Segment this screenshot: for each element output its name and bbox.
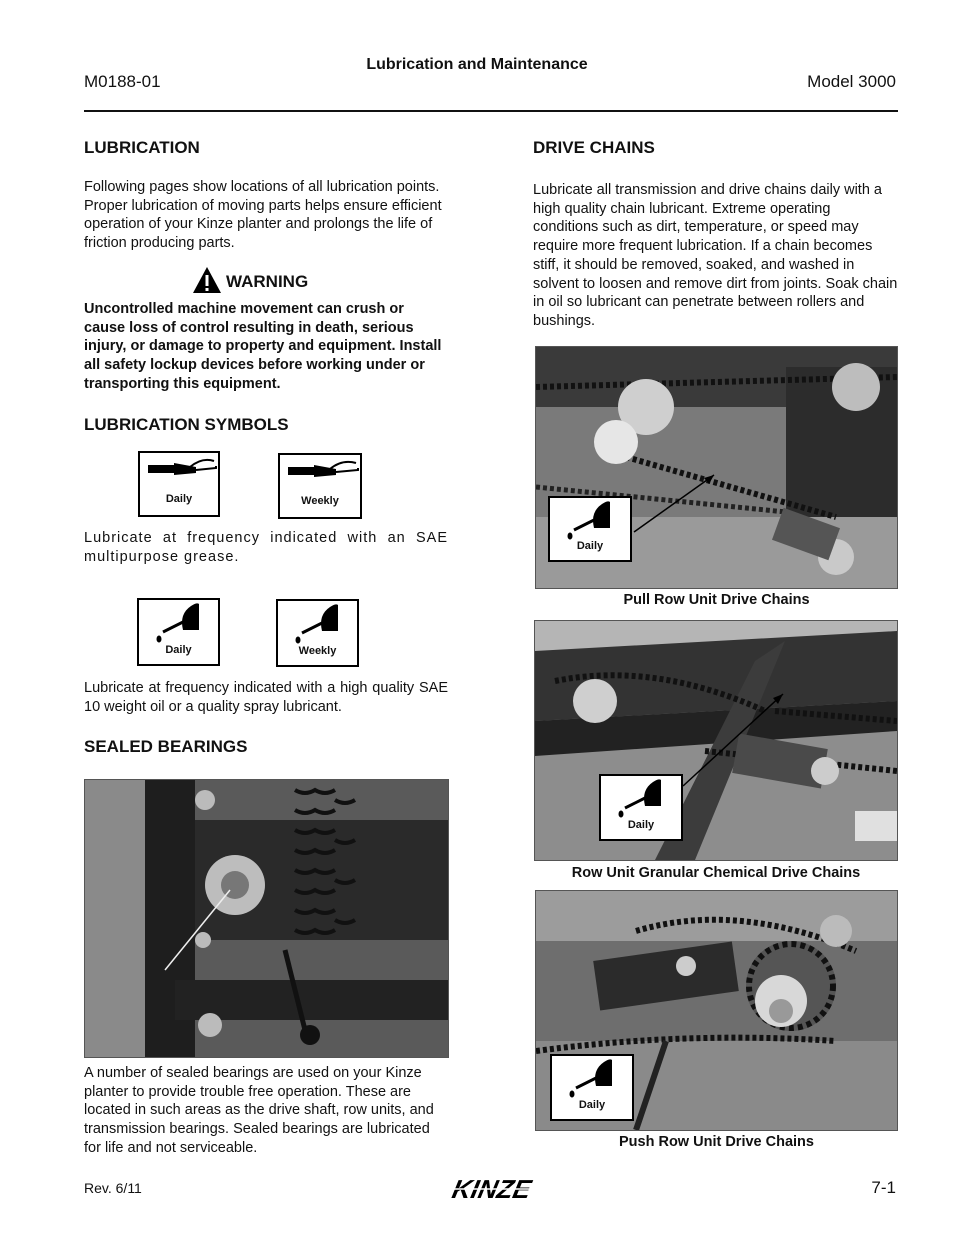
document-number: M0188-01: [84, 72, 161, 91]
page-number: 7-1: [871, 1178, 896, 1197]
photo3-symbol-label: Daily: [578, 1099, 606, 1111]
photo3-daily-symbol: [550, 1054, 634, 1121]
lubrication-text: Following pages show locations of all lubrication points. Proper lubrication of moving parts helps ensure efficient operation of your Kinze planter and prolongs the life of friction producing parts.: [84, 179, 442, 252]
photo2-caption: Row Unit Granular Chemical Drive Chains: [571, 865, 861, 881]
header-rule: [84, 110, 898, 112]
grease-gun-icon: [280, 455, 360, 495]
grease-text: Lubricate at frequency indicated with an SAE multipurpose grease.: [84, 530, 448, 565]
grease-gun-icon: [140, 453, 218, 493]
granular-chemical-photo: [534, 620, 898, 861]
grease-weekly-symbol: [278, 453, 362, 519]
drive-chains-text: Lubricate all transmission and drive chains daily with a high quality chain lubricant. Extreme operating conditions such as dirt, temperature, or speed may require more frequent lubrication. If a chain becomes stiff, it should be removed, soaked, and washed in solvent to loosen and remove dirt from joints. Soak chain in oil so lubricant can penetrate between rollers and bushings.: [533, 182, 898, 329]
push-row-unit-photo: [535, 890, 898, 1131]
lubrication-symbols-heading: LUBRICATION SYMBOLS: [84, 415, 289, 434]
oil-weekly-label: Weekly: [298, 645, 337, 657]
warning-text: Uncontrolled machine movement can crush or cause loss of control resulting in death, serious injury, or damage to property and equipment. Install all safety lockup devices before working under or transporting this equipment.: [84, 301, 442, 392]
oil-daily-symbol: [137, 598, 220, 666]
pointer-arrow: [536, 347, 897, 588]
sealed-bearings-text: A number of sealed bearings are used on your Kinze planter to provide trouble free operation. These are located in such areas as the drive shaft, row units, and transmission bearings. Sealed bearings are lubricated for life and not serviceable.: [84, 1065, 434, 1156]
pointer-arrow: [535, 621, 897, 860]
grease-weekly-label: Weekly: [301, 495, 339, 507]
oil-weekly-symbol: [276, 599, 359, 667]
lubrication-heading: LUBRICATION: [84, 138, 200, 157]
oil-can-icon: [278, 601, 357, 645]
grease-daily-symbol: [138, 451, 220, 517]
revision-date: Rev. 6/11: [84, 1180, 142, 1196]
oil-can-icon: [139, 600, 218, 644]
sealed-bearing-photo: [84, 779, 449, 1058]
svg-text:KINZE: KINZE: [449, 1174, 534, 1204]
oil-daily-label: Daily: [165, 644, 192, 656]
pull-row-unit-photo: [535, 346, 898, 589]
photo1-caption: Pull Row Unit Drive Chains: [623, 592, 810, 608]
sealed-bearings-heading: SEALED BEARINGS: [84, 737, 248, 756]
photo1-symbol-label: Daily: [576, 540, 604, 552]
grease-daily-label: Daily: [165, 493, 193, 505]
photo3-caption: Push Row Unit Drive Chains: [619, 1134, 814, 1150]
warning-label: WARNING: [226, 272, 309, 291]
oil-can-icon: [552, 1056, 632, 1099]
section-title: Lubrication and Maintenance: [366, 56, 588, 73]
photo2-symbol-label: Daily: [627, 819, 655, 831]
warning-icon: [192, 266, 222, 294]
oil-text: Lubricate at frequency indicated with a high quality SAE 10 weight oil or a quality spray lubricant.: [84, 680, 448, 715]
model-name: Model 3000: [807, 72, 896, 91]
drive-chains-heading: DRIVE CHAINS: [533, 138, 655, 157]
kinze-logo: [430, 1174, 550, 1209]
